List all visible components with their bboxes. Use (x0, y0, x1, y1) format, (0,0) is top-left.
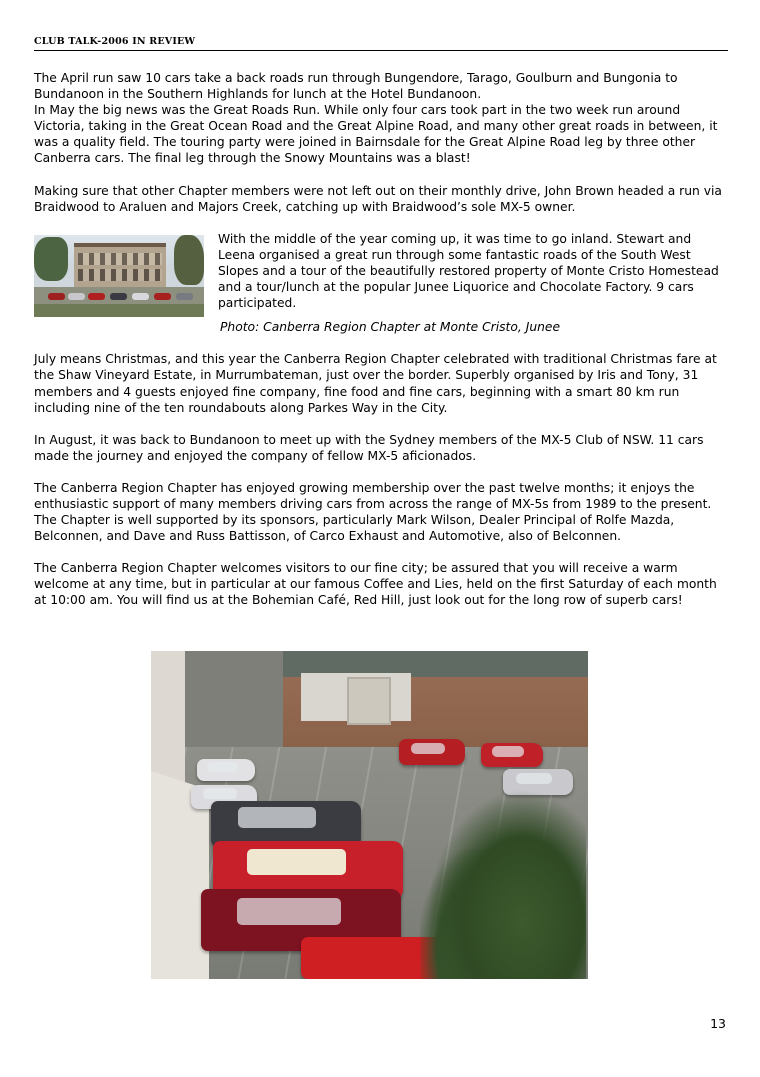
photo-carpark (151, 651, 588, 979)
photo-car (481, 743, 543, 767)
photo-lawn (34, 304, 204, 317)
paragraph-membership-sponsors: The Canberra Region Chapter has enjoyed growing membership over the past twelve months; it enjoys the enthusiastic support of many members driving cars from across the range of MX-5s from 1989 to the present. The Chapter is well supported by its sponsors, particularly Mark Wilson, Dealer Principal of Rolfe Mazda, Belconnen, and Dave and Russ Battisson, of Carco Exhaust and Automotive, also of Belconnen. (34, 480, 712, 544)
paragraph-july-christmas: July means Christmas, and this year the Canberra Region Chapter celebrated with traditional Christmas fare at the Shaw Vineyard Estate, in Murrumbateman, just over the border. Superbly organised by Iris and Tony, 31 members and 4 guests enjoyed fine company, fine food and fine cars, beginning with a smart 80 km run including nine of the ten roundabouts along Parkes Way in the City. (34, 352, 717, 415)
document-body (34, 70, 728, 609)
photo-car (48, 293, 65, 300)
photo-building-windows-lower (78, 269, 162, 281)
photo-tree-right (174, 235, 204, 285)
photo-car-window (516, 773, 552, 784)
paragraph-august-bundanoon: In August, it was back to Bundanoon to meet up with the Sydney members of the MX-5 Club of NSW. 11 cars made the journey and enjoyed the company of fellow MX-5 aficionados. (34, 432, 704, 463)
photo-building-windows-upper (78, 253, 162, 265)
paragraph-april-run: The April run saw 10 cars take a back roads run through Bungendore, Tarago, Goulburn and Bungonia to Bundanoon in the Southern Highlands for lunch at the Hotel Bundanoon. (34, 71, 678, 102)
photo-monte-cristo (34, 235, 204, 317)
header-divider (34, 50, 728, 51)
photo-car-window (207, 762, 237, 772)
photo-car-window (492, 746, 524, 757)
photo-car (68, 293, 85, 300)
paragraph-braidwood-run: Making sure that other Chapter members were not left out on their monthly drive, John Brown headed a run via Braidwood to Araluen and Majors Creek, catching up with Braidwood’s sole MX-5 owner. (34, 183, 722, 214)
photo-car (110, 293, 127, 300)
running-header-title: CLUB TALK-2006 IN REVIEW (34, 36, 196, 47)
photo-car (197, 759, 255, 781)
photo-text-block (34, 231, 728, 336)
photo-car-window (203, 788, 237, 799)
paragraph-spacer (34, 544, 728, 560)
photo-car (399, 739, 465, 765)
photo-car (88, 293, 105, 300)
photo-tree-left (34, 237, 68, 281)
paragraph-may-great-roads-run: In May the big news was the Great Roads Run. While only four cars took part in the two week run around Victoria, taking in the Great Ocean Road and the Great Alpine Road, and many other great roads in between, it was a quality field. The touring party were joined in Bairnsdale for the Great Alpine Road leg by three other Canberra cars. The final leg through the Snowy Mountains was a blast! (34, 103, 718, 166)
photo-homestead-building (74, 243, 166, 293)
paragraph-monte-cristo-run: With the middle of the year coming up, it was time to go inland. Stewart and Leena organised a great run through some fantastic roads of the South West Slopes and a tour of the beautifully restored property of Monte Cristo Homestead and a tour/lunch at the popular Junee Liquorice and Chocolate Factory. 9 cars participated. (218, 231, 719, 311)
page-header (34, 36, 728, 51)
paragraph-spacer (34, 335, 728, 351)
paragraph-visitors-welcome: The Canberra Region Chapter welcomes visitors to our fine city; be assured that you will receive a warm welcome at any time, but in particular at our famous Coffee and Lies, held on the first Saturday of each month at 10:00 am. You will find us at the Bohemian Café, Red Hill, just look out for the long row of superb cars! (34, 561, 717, 608)
photo-motel-door (347, 677, 391, 725)
photo-car (132, 293, 149, 300)
photo-car (176, 293, 193, 300)
paragraph-spacer (34, 167, 728, 183)
photo-car (154, 293, 171, 300)
photo-car-window (238, 807, 316, 827)
paragraph-spacer (34, 215, 728, 231)
page-number: 13 (710, 1016, 726, 1031)
photo-tree (426, 789, 586, 979)
photo-car-window (237, 898, 341, 925)
paragraph-spacer (34, 464, 728, 480)
photo-car-window (247, 849, 346, 875)
photo-caption-monte-cristo: Photo: Canberra Region Chapter at Monte Cristo, Junee (220, 320, 561, 335)
paragraph-spacer (34, 416, 728, 432)
photo-car-window (411, 743, 445, 754)
photo-carpark-container (151, 651, 588, 979)
